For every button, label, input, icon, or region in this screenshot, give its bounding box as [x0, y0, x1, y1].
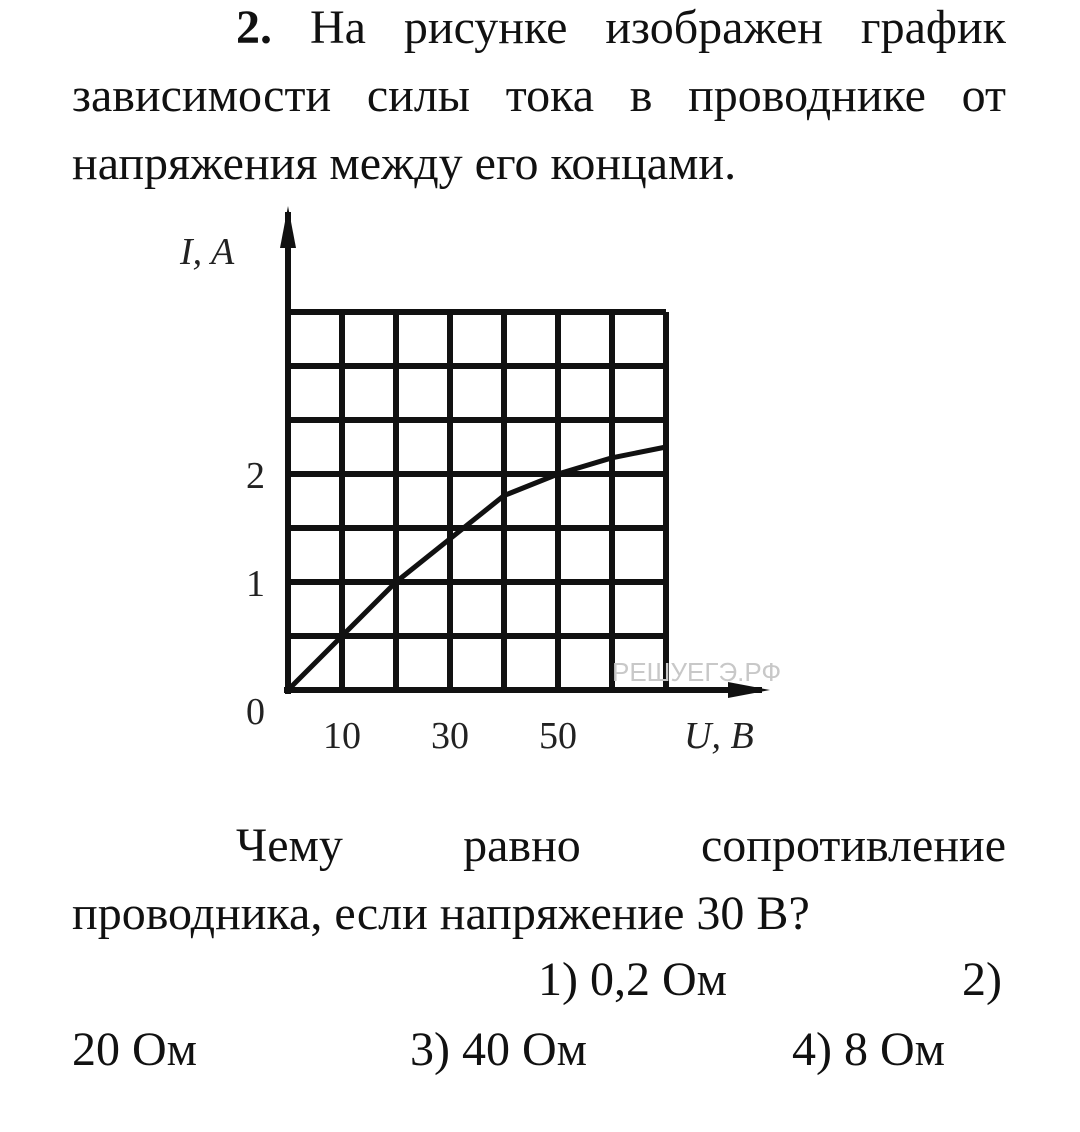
y-tick-label: 2: [246, 455, 265, 497]
x-axis-label: U, В: [684, 715, 754, 757]
answer-3: 3) 40 Ом: [410, 1023, 588, 1076]
problem-question: [72, 812, 1006, 948]
problem-intro-text: На рисунке изображен график зависимости силы тока в проводнике от напряжения между его концами.: [72, 1, 1007, 190]
answer-2-value: 20 Ом: [72, 1023, 198, 1076]
y-axis-arrow: [280, 206, 296, 248]
x-tick-label: 30: [431, 715, 469, 757]
problem-number: 2.: [236, 1, 272, 54]
watermark: РЕШУЕГЭ.РФ: [612, 657, 782, 687]
y-axis-label: I, A: [180, 231, 235, 273]
answer-2-number: 2): [962, 953, 1002, 1006]
problem-question-text: Чему равно сопротивление проводника, если напряжение 30 В?: [72, 819, 1006, 940]
answer-1: 1) 0,2 Ом: [538, 953, 728, 1006]
x-tick-labels: [323, 715, 577, 757]
x-tick-label: 10: [323, 715, 361, 757]
y-tick-label: 0: [246, 691, 265, 733]
y-tick-label: 1: [246, 563, 265, 605]
answer-4: 4) 8 Ом: [792, 1023, 946, 1076]
y-tick-labels: [246, 455, 265, 733]
x-tick-label: 50: [539, 715, 577, 757]
